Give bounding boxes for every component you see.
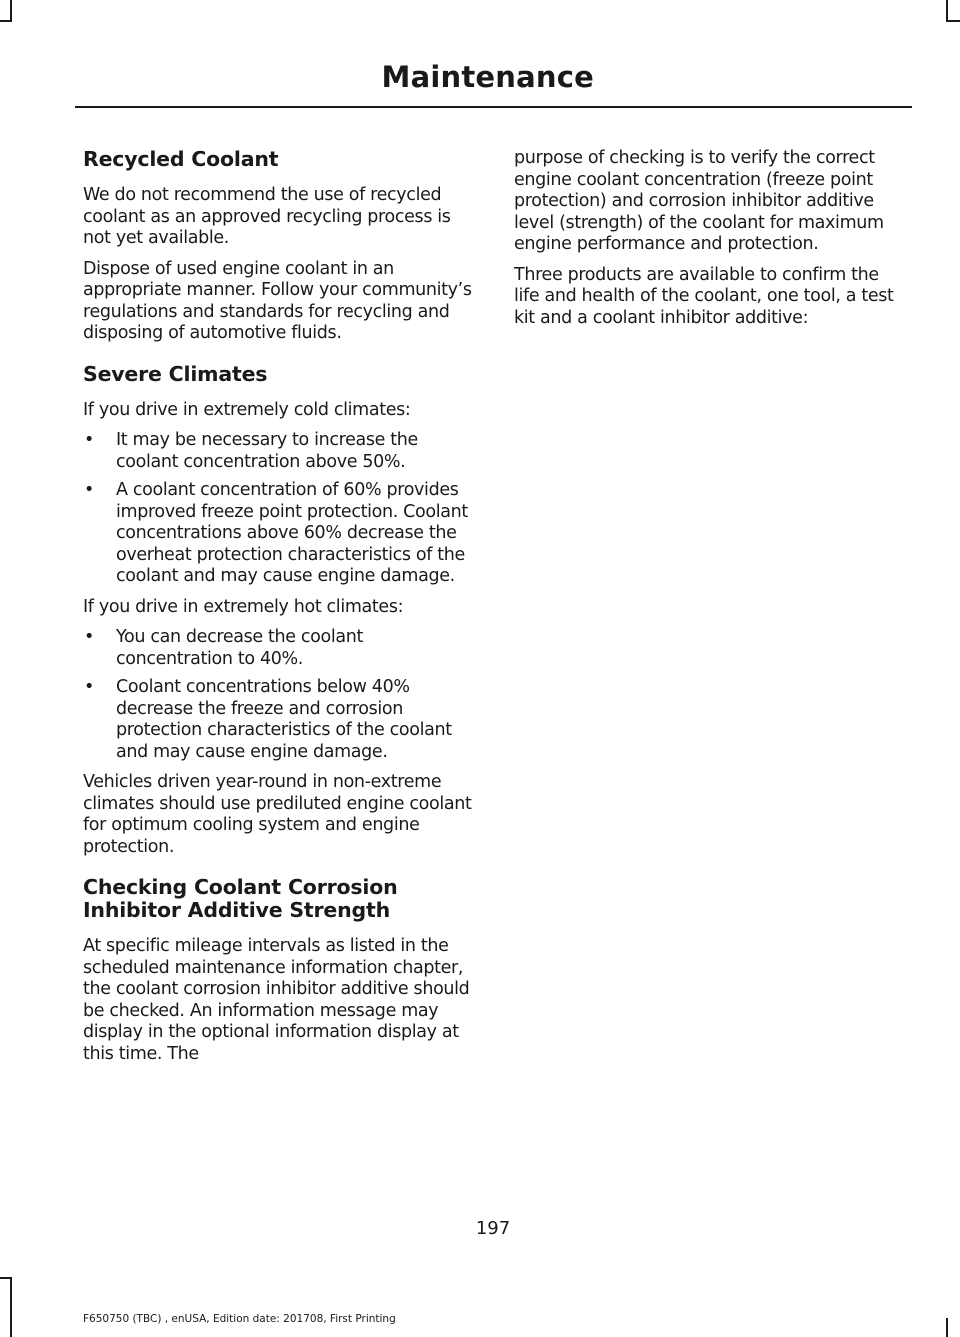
paragraph: Three products are available to confirm the life and health of the coolant, one tool, a test kit and a coolant inhibitor additive: [514, 264, 894, 328]
list-item [83, 430, 475, 473]
crop-mark-bottom-right-vertical [946, 1318, 948, 1337]
section-checking-coolant [83, 876, 475, 1065]
crop-mark-top-left-horizontal [0, 20, 12, 22]
hot-climate-list [83, 627, 475, 763]
list-item [83, 480, 475, 588]
crop-mark-top-right-horizontal [946, 20, 960, 22]
heading-checking-coolant: Checking Coolant Corrosion Inhibitor Additive Strength [83, 875, 398, 922]
crop-mark-top-left-vertical [10, 0, 12, 22]
list-item-text: A coolant concentration of 60% provides improved freeze point protection. Coolant concentrations above 60% decrease the overheat protection characteristics of the coolant and may cause engine damage. [116, 480, 468, 586]
footer-edition-info: F650750 (TBC) , enUSA, Edition date: 201708, First Printing [83, 1313, 396, 1325]
list-item-text: Coolant concentrations below 40% decrease the freeze and corrosion protection characteristics of the coolant and may cause engine damage. [116, 677, 452, 762]
left-column [83, 140, 475, 1074]
paragraph: purpose of checking is to verify the correct engine coolant concentration (freeze point protection) and corrosion inhibitor additive level (strength) of the coolant for maximum engine performance and protection. [514, 148, 884, 254]
paragraph-cold-intro: If you drive in extremely cold climates: [83, 399, 411, 420]
crop-mark-bottom-left-vertical [10, 1277, 12, 1337]
page-number: 197 [475, 1218, 511, 1239]
bullet-icon: • [84, 430, 94, 450]
paragraph: At specific mileage intervals as listed in the scheduled maintenance information chapter, the coolant corrosion inhibitor additive should be checked. An information message may display in the optional information display at this time. The [83, 936, 470, 1064]
bullet-icon: • [84, 627, 94, 647]
page-title: Maintenance [381, 60, 594, 94]
section-severe-climates [83, 363, 475, 859]
list-item-text: It may be necessary to increase the coolant concentration above 50%. [116, 430, 418, 472]
heading-recycled-coolant: Recycled Coolant [83, 147, 279, 171]
cold-climate-list [83, 430, 475, 588]
paragraph: Vehicles driven year-round in non-extreme climates should use prediluted engine coolant for optimum cooling system and engine protection. [83, 772, 472, 857]
crop-mark-bottom-left-horizontal [0, 1277, 12, 1279]
crop-mark-top-right-vertical [946, 0, 948, 22]
list-item [83, 627, 475, 670]
bullet-icon: • [84, 480, 94, 500]
right-column [514, 148, 909, 338]
paragraph: Dispose of used engine coolant in an appropriate manner. Follow your community’s regulations and standards for recycling and disposing of automotive fluids. [83, 258, 472, 343]
section-recycled-coolant [83, 148, 475, 345]
list-item [83, 677, 475, 763]
header-divider [75, 106, 912, 108]
heading-severe-climates: Severe Climates [83, 361, 268, 386]
paragraph: We do not recommend the use of recycled coolant as an approved recycling process is not yet available. [83, 185, 451, 248]
paragraph-hot-intro: If you drive in extremely hot climates: [83, 596, 404, 617]
list-item-text: You can decrease the coolant concentration to 40%. [116, 627, 364, 669]
bullet-icon: • [84, 677, 94, 697]
